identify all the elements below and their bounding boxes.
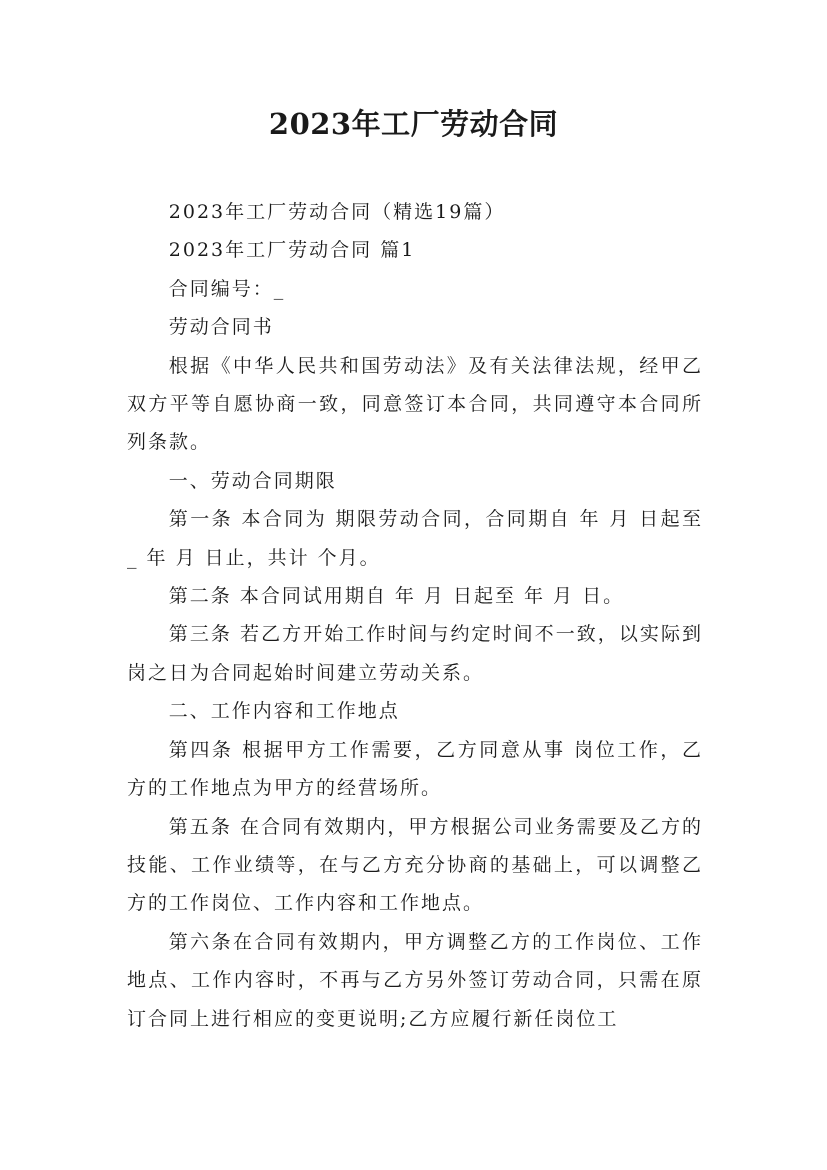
paragraph-article: 第四条 根据甲方工作需要，乙方同意从事 岗位工作，乙方的工作地点为甲方的经营场所。 <box>127 738 703 800</box>
paragraph-article: 第三条 若乙方开始工作时间与约定时间不一致，以实际到岗之日为合同起始时间建立劳动关系。 <box>127 623 703 684</box>
paragraph-section-heading: 一、劳动合同期限 <box>168 469 337 492</box>
paragraph-article: 第六条在合同有效期内，甲方调整乙方的工作岗位、工作地点、工作内容时，不再与乙方另外签订劳动合同，只需在原订合同上进行相应的变更说明;乙方应履行新任岗位工 <box>127 930 703 1030</box>
paragraph-contract-title: 劳动合同书 <box>168 316 274 339</box>
paragraph-article: 第一条 本合同为 期限劳动合同，合同期自 年 月 日起至 _ 年 月 日止，共计 个月。 <box>127 508 703 569</box>
document-body <box>127 193 703 1038</box>
paragraph-preamble: 根据《中华人民共和国劳动法》及有关法律法规，经甲乙双方平等自愿协商一致，同意签订本合同，共同遵守本合同所列条款。 <box>127 354 703 454</box>
paragraph-section-heading: 二、工作内容和工作地点 <box>168 700 400 723</box>
paragraph-article: 第二条 本合同试用期自 年 月 日起至 年 月 日。 <box>168 585 625 608</box>
paragraph-part-heading: 2023年工厂劳动合同 篇1 <box>168 239 416 262</box>
paragraph-article: 第五条 在合同有效期内，甲方根据公司业务需要及乙方的技能、工作业绩等，在与乙方充分协商的基础上，可以调整乙方的工作岗位、工作内容和工作地点。 <box>127 815 703 915</box>
paragraph-subtitle: 2023年工厂劳动合同（精选19篇） <box>168 201 506 223</box>
paragraph-contract-number: 合同编号：_ <box>168 277 286 300</box>
document-title: 2023年工厂劳动合同 <box>268 107 559 141</box>
